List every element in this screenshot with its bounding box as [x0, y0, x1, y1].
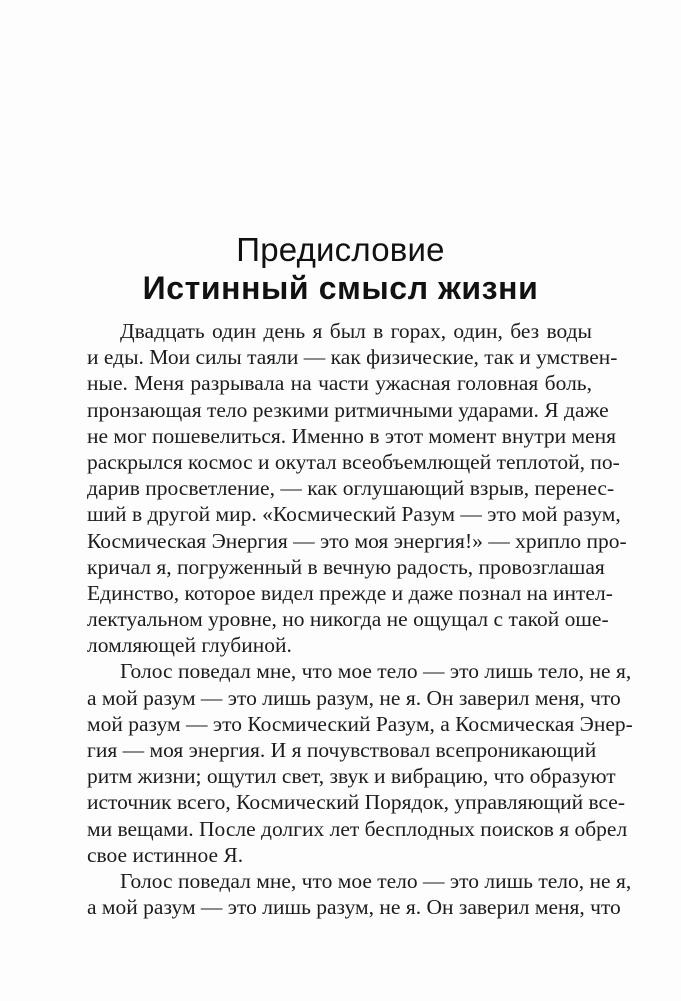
- text-line: а мой разум — это лишь разум, не я. Он заверил меня, что: [87, 895, 621, 920]
- text-line: Голос поведал мне, что мое тело — это лишь тело, не я,: [120, 868, 632, 893]
- text-line: гия — моя энергия. И я почувствовал всепроникающий: [87, 738, 597, 762]
- text-line: не мог пошевелиться. Именно в этот момент внутри меня: [87, 423, 617, 448]
- text-line: раскрылся космос и окутал всеобъемлющей теплотой, по-: [87, 449, 620, 474]
- text-line: мой разум — это Космический Разум, а Космическая Энер-: [87, 711, 633, 736]
- paragraph-1: [87, 318, 627, 658]
- text-line: источник всего, Космический Порядок, управляющий все-: [87, 790, 626, 815]
- text-line: ми вещами. После долгих лет бесплодных поисков я обрел: [87, 816, 628, 841]
- section-kicker: Предисловие: [236, 231, 445, 268]
- paragraph-2: [87, 658, 633, 868]
- paragraph-3: [87, 868, 632, 920]
- text-line: Единство, которое видел прежде и даже познал на интел-: [87, 580, 613, 605]
- body-text: [87, 318, 633, 920]
- text-line: лектуальном уровне, но никогда не ощущал с такой ошe-: [87, 607, 609, 632]
- text-line: а мой разум — это лишь разум, не я. Он заверил меня, что: [87, 685, 621, 710]
- chapter-title: Истинный смысл жизни: [142, 270, 539, 306]
- text-line: свое истинное Я.: [87, 842, 244, 867]
- text-line: дарив просветление, — как оглушающий взрыв, перенес-: [87, 476, 615, 501]
- text-line: Двадцать один день я был в горах, один, без воды: [120, 319, 592, 343]
- text-line: ший в другой мир. «Космический Разум — это мой разум,: [87, 502, 621, 527]
- text-line: и еды. Мои силы таяли — как физические, так и умствен-: [87, 345, 618, 370]
- text-line: кричал я, погруженный в вечную радость, провозглашая: [87, 554, 605, 579]
- text-line: Голос поведал мне, что мое тело — это лишь тело, не я,: [120, 659, 632, 684]
- text-line: ломляющей глубиной.: [87, 633, 292, 658]
- text-line: Космическая Энергия — это моя энергия!» — хрипло про-: [87, 528, 627, 553]
- text-line: ритм жизни; ощутил свет, звук и вибрацию, что образуют: [87, 764, 616, 789]
- text-line: пронзающая тело резкими ритмичными ударами. Я даже: [87, 397, 609, 422]
- text-line: ные. Меня разрывала на части ужасная головная боль,: [87, 371, 592, 396]
